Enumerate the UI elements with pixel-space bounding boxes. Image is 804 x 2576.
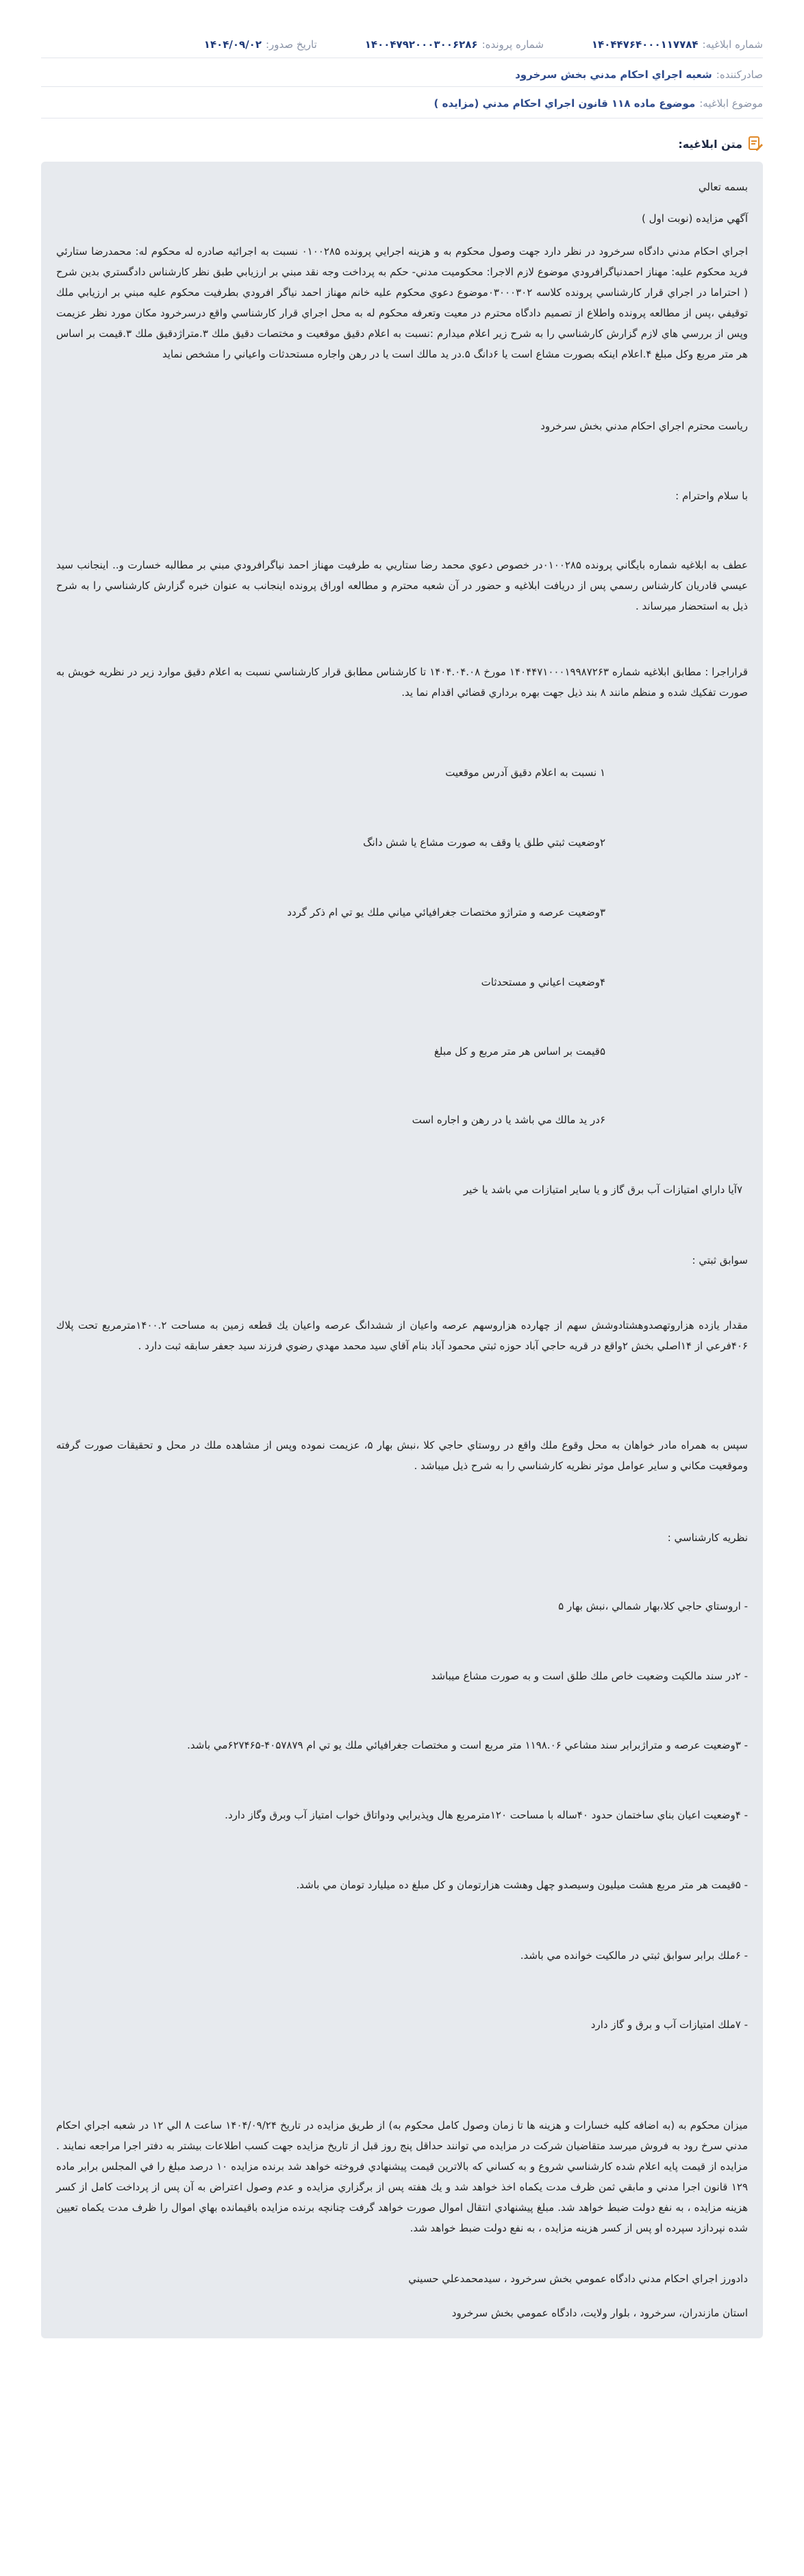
paragraph: - اروستاي حاجي كلا،بهار شمالي ،نبش بهار ۵ (558, 1600, 748, 1612)
paragraph: رياست محترم اجراي احكام مدني بخش سرخرود (540, 420, 748, 432)
divider (41, 86, 763, 87)
paragraph: با سلام واحترام : (675, 490, 748, 502)
paragraph: ۵قيمت بر اساس هر متر مربع و كل مبلغ (434, 1045, 605, 1058)
paragraph: قراراجرا : مطابق ابلاغيه شماره ۱۴۰۴۴۷۱۰۰۰۱۹۹۸۷۲۶۳ مورخ ۱۴۰۴.۰۴.۰۸ تا كارشناس مطابق قرار كارشناسي نسبت به اعلام دقيق موارد زير در نظريه خويش به صورت تفكيك شده و منظم مانند ۸ بند ذيل جهت بهره برداري قضائي اقدام نما يد. (56, 666, 748, 699)
notice-number: ۱۴۰۴۴۷۶۴۰۰۰۱۱۷۷۸۴ (591, 38, 699, 51)
paragraph: - ۶ملك برابر سوابق ثبتي در مالكيت خوانده مي باشد. (520, 1949, 748, 1962)
subject: موضوع ماده ۱۱۸ قانون اجراي احكام مدني (مزايده ) (434, 97, 696, 110)
issue-date-label: تاریخ صدور: (266, 38, 317, 51)
paragraph: نظريه كارشناسي : (667, 1531, 748, 1544)
document-edit-icon (748, 136, 763, 152)
paragraph: دادورز اجراي احكام مدني دادگاه عمومي بخش سرخرود ، سيدمحمدعلي حسيني (408, 2273, 748, 2285)
paragraph: عطف به ابلاغيه شماره بايگاني پرونده ۰۱۰۰۲۸۵در خصوص دعوي محمد رضا ستاريي به طرفيت مهناز احمد نياگرافرودي مبني بر مطالبه خسارت و.. اينجانب سيد عيسي قادريان كارشناس رسمي پس از دريافت ابلاغيه و حضور در آن شعبه محترم و مطالعه اوراق پرونده اينجانب به عنوان خبره گزارش كارشناسي را به شرح ذيل به استحضار ميرساند . (56, 559, 748, 612)
meta-row-issuer (41, 68, 763, 81)
case-number-label: شماره پرونده: (481, 38, 544, 51)
paragraph: بسمه تعالي (698, 181, 748, 193)
section-title (678, 136, 763, 152)
paragraph: - ۵قيمت هر متر مربع هشت ميليون وسيصدو چهل وهشت هزارتومان و كل مبلغ ده ميليارد تومان مي باشد. (296, 1879, 748, 1891)
meta-row-numbers (41, 38, 763, 51)
paragraph: ميزان محكوم به (به اضافه كليه خسارات و هزينه ها تا زمان وصول كامل محكوم به) از طريق مزايده در تاريخ ۱۴۰۴/۰۹/۲۴ ساعت ۸ الي ۱۲ در شعبه اجراي احكام مدني سرخ رود به فروش ميرسد متقاضيان شركت در مزايده مي توانند حداقل پنج روز قبل از تاريخ مزايده جهت كسب اطلاعات بيشتر به دفتر اجرا مراجعه نمايند . مزايده از قيمت پايه اعلام شده كارشناسي شروع و به كساني كه بالاترين قيمت پيشنهادي فروخته خواهد شد برنده مزايده ۱۰ درصد مبلغ را في المجلس برابر ماده ۱۲۹ قانون اجرا مدني و مابقي ثمن ظرف مدت يكماه اخذ خواهد شد و يك هفته پس از برگزاري مزايده و عدم وصول اعتراض به آن پس از پرداخت كامل از كسر هزينه مزايده ، به نفع دولت ضبط خواهد شد. مبلغ پيشنهادي انتقال اموال صورت خواهد گرفت چنانچه برنده مزايده باقيمانده بهاي اموال را ظرف مدت يكماه تعيين شده نپردازد سپرده او پس از كسر هزينه مزايده ، به نفع دولت ضبط خواهد شد. (56, 2119, 749, 2234)
paragraph: ۲وضعيت ثبتي طلق يا وقف به صورت مشاع يا شش دانگ (363, 836, 605, 849)
issuer-label: صادرکننده: (716, 68, 763, 81)
case-number: ۱۴۰۰۴۷۹۲۰۰۰۳۰۰۶۲۸۶ (364, 38, 478, 51)
paragraph: - ۳وضعيت عرصه و متراژبرابر سند مشاعي ۱۱۹۸.۰۶ متر مربع است و مختصات جغرافيائي ملك يو تي ام ۴۰۵۷۸۷۹-۶۲۷۴۶۵مي باشد. (187, 1739, 748, 1751)
paragraph: ۳وضعيت عرصه و متراژو مختصات جغرافيائي مياني ملك يو تي ام ذكر گردد (287, 906, 605, 918)
notice-number-label: شماره ابلاغیه: (702, 38, 763, 51)
paragraph: استان مازندران، سرخرود ، بلوار ولايت، دادگاه عمومي بخش سرخرود (451, 2307, 748, 2319)
paragraph: - ۴وضعيت اعيان بناي ساختمان حدود ۴۰ساله با مساحت ۱۲۰مترمربع هال وپذيرايي ودواتاق خواب امتياز آب وبرق وگاز دارد. (225, 1809, 748, 1821)
issue-date-group (204, 38, 317, 51)
notice-number-group (592, 38, 763, 51)
case-number-group (365, 38, 544, 51)
meta-row-subject (41, 97, 763, 110)
paragraph: مقدار يازده هزاروتهصدوهشتادوشش سهم از چهارده هزاروسهم عرصه واعيان از ششدانگ عرصه واعيان يك قطعه زمين به مساحت ۱۴۰۰.۲مترمربع تحت پلاك ۴۰۶فرعي از ۱۴اصلي بخش ۲واقع در قريه حاجي آباد حوزه ثبتي محمود آباد بنام آقاي سيد محمد مهدي رضوي فرزند سيد جعفر سابقه ثبت دارد . (56, 1319, 749, 1352)
paragraph: سپس به همراه مادر خواهان به محل وقوع ملك واقع در روستاي حاجي كلا ،نبش بهار ۵، عزيمت نموده وپس از مشاهده ملك در محل و تحقيقات صورت گرفته وموقعيت مكاني و ساير عوامل موثر نظريه كارشناسي را به شرح ذيل ميباشد . (56, 1439, 748, 1472)
paragraph: - ۲در سند مالكيت وضعيت خاص ملك طلق است و به صورت مشاع ميباشد (431, 1670, 748, 1682)
paragraph: ۱ نسبت به اعلام دقيق آدرس موقعيت (445, 766, 605, 779)
issue-date: ۱۴۰۴/۰۹/۰۲ (203, 38, 262, 51)
paragraph: ۴وضعيت اعياني و مستحدثات (481, 976, 605, 988)
paragraph: ۷آيا داراي امتيازات آب برق گاز و يا ساير امتيازات مي باشد يا خير (463, 1184, 742, 1196)
paragraph: سوابق ثبتي : (692, 1254, 748, 1266)
paragraph: اجراي احكام مدني دادگاه سرخرود در نظر دارد جهت وصول محكوم به و هزينه اجرايي پرونده ۰۱۰۰۲۸۵ نسبت به اجرائيه صادره له محكوم له: محمدرضا ستارئي فريد محكوم عليه: مهناز احمدنياگرافرودي موضوع لازم الاجرا: محكوميت مدني- حكم به پرداخت وجه نقد مبني بر ارزيابي طبق نظر كارشناس دادگستري بدين شرح ( احتراما در اجراي قرار كارشناسي پرونده كلاسه ۰۳۰۰۰۳۰۲موضوع دعوي محكوم عليه خانم مهناز احمد نياگر افرودي بطرفيت محكوم عليه مبني بر ارزيابي ملك توقيفي ،پس از مطالعه پرونده واطلاع از تصميم دادگاه محترم در معيت وتعرفه محكوم له به محل اجراي قرار كارشناسي واقع درسرخرود مكان مورد نظر عزيمت وپس از بررسي هاي لازم گزارش كارشناسي را به شرح زير اعلام ميدارم :نسبت به اعلام دقيق موقعيت و مختصات دقيق ملك ۳.متراژدقيق ملك ۳.قيمت بر اساس هر متر مربع وكل مبلغ ۴.اعلام اينكه بصورت مشاع است يا ۶دانگ ۵.در يد مالك است يا در رهن واجاره مستحدثات واعياني را مشخص نمايد (56, 245, 748, 360)
section-title-text: متن ابلاغیه: (678, 137, 742, 151)
subject-label: موضوع ابلاغیه: (699, 97, 763, 110)
paragraph: آگهي مزايده (نوبت اول ) (641, 212, 748, 225)
issuer: شعبه اجراي احكام مدني بخش سرخرود (515, 68, 712, 81)
paragraph: ۶در يد مالك مي باشد يا در رهن و اجاره است (412, 1114, 605, 1126)
paragraph: - ۷ملك امتيازات آب و برق و گاز دارد (590, 2018, 748, 2031)
